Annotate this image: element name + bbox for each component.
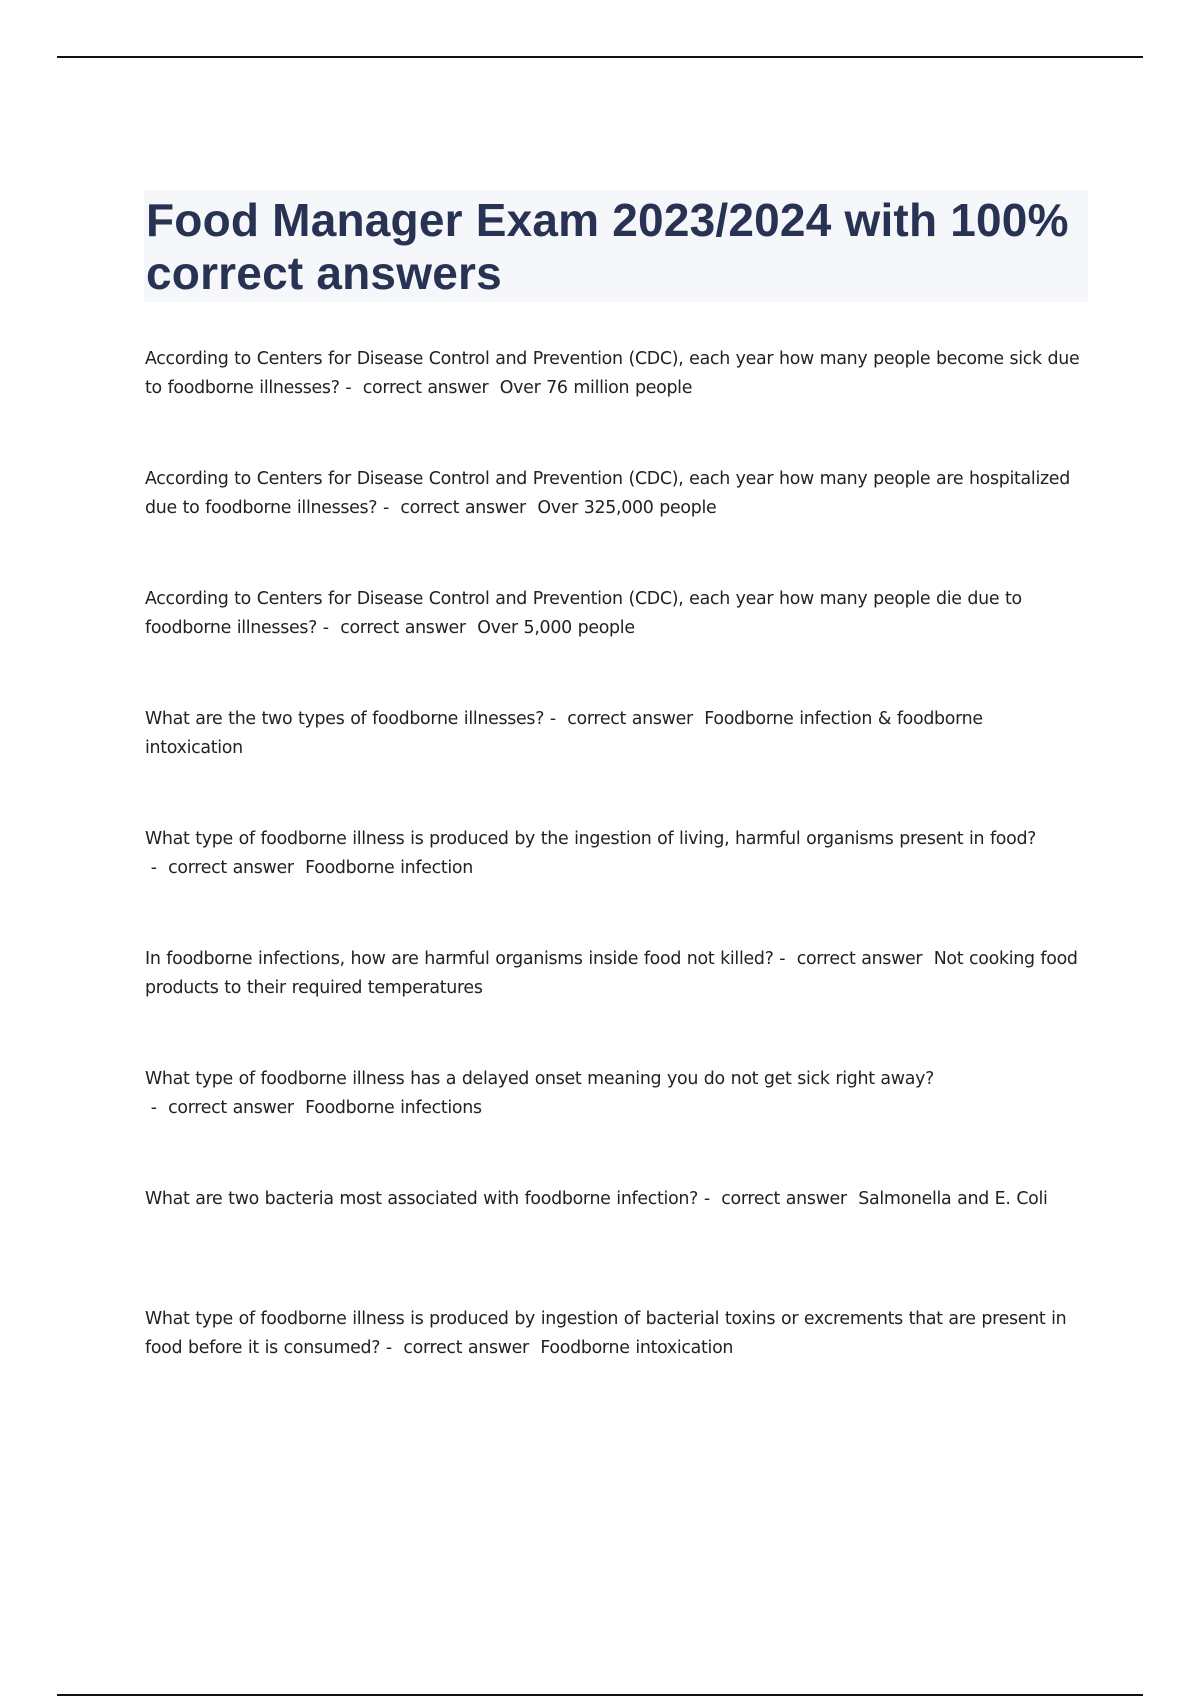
qa-item [145,1185,1085,1305]
header-rule [57,56,1143,58]
question-text: What are the two types of foodborne illnesses? [145,709,545,729]
qa-item [145,465,1085,585]
answer-separator: - correct answer [544,709,705,729]
question-text: What are two bacteria most associated with foodborne infection? [145,1189,699,1209]
qa-item [145,705,1085,825]
answer-text: Not cooking food products to their required temperatures [145,949,1078,998]
qa-item [145,825,1085,945]
qa-item [145,945,1085,1065]
answer-separator: - correct answer [145,858,306,878]
qa-item [145,345,1085,465]
answer-separator: - correct answer [380,1338,541,1358]
question-text: According to Centers for Disease Control and Prevention (CDC), each year how many people are hospitalized due to foodborne illnesses? [145,469,1070,518]
answer-separator: - correct answer [145,1098,306,1118]
document-title: Food Manager Exam 2023/2024 with 100% correct answers [146,194,1069,299]
answer-separator: - correct answer [339,378,500,398]
qa-item [145,585,1085,705]
qa-item [145,1305,1085,1425]
qa-item [145,1065,1085,1185]
answer-separator: - correct answer [773,949,934,969]
answer-text: Salmonella and E. Coli [858,1189,1048,1209]
answer-text: Over 76 million people [499,378,693,398]
answer-text: Foodborne infections [305,1098,482,1118]
question-text: What type of foodborne illness is produced by ingestion of bacterial toxins or excrements that are present in food before it is consumed? [145,1309,1067,1358]
answer-text: Over 5,000 people [477,618,635,638]
answer-separator: - correct answer [698,1189,859,1209]
answer-text: Foodborne intoxication [540,1338,734,1358]
footer-rule [57,1694,1143,1696]
answer-text: Foodborne infection [305,858,473,878]
question-text: According to Centers for Disease Control and Prevention (CDC), each year how many people die due to foodborne illnesses? [145,589,1022,638]
answer-separator: - correct answer [317,618,478,638]
answer-text: Foodborne infection & foodborne intoxication [145,709,983,758]
question-text: What type of foodborne illness has a delayed onset meaning you do not get sick right away? [145,1069,934,1089]
question-text: In foodborne infections, how are harmful organisms inside food not killed? [145,949,774,969]
question-text: What type of foodborne illness is produced by the ingestion of living, harmful organisms present in food? [145,829,1037,849]
answer-text: Over 325,000 people [537,498,717,518]
answer-separator: - correct answer [377,498,538,518]
question-text: According to Centers for Disease Control and Prevention (CDC), each year how many people become sick due to foodborne illnesses? [145,349,1080,398]
title-banner [144,190,1088,302]
question-answer-list [145,345,1085,1425]
